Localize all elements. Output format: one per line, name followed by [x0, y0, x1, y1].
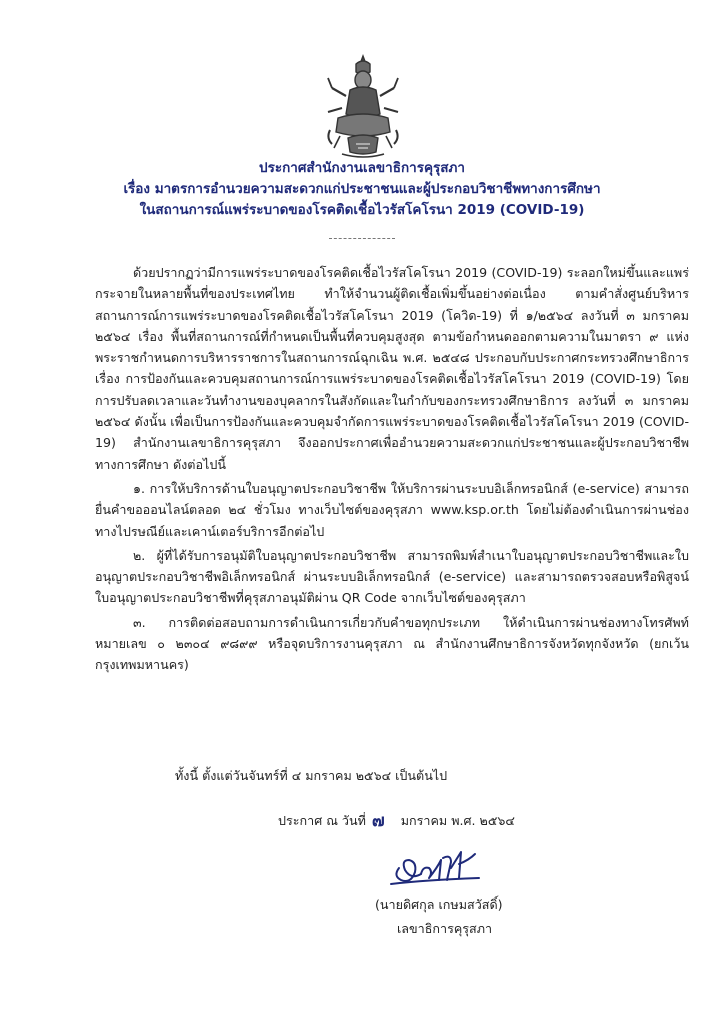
- measure-item-3: ๓. การติดต่อสอบถามการดำเนินการเกี่ยวกับคำขอทุกประเภท ให้ดำเนินการผ่านช่องทางโทรศัพท์หมายเลข ๐ ๒๓๐๔ ๙๘๙๙ หรือจุดบริการงานคุรุสภา ณ สำนักงานศึกษาธิการจังหวัดทุกจังหวัด (ยกเว้นกรุงเทพมหานคร): [95, 614, 689, 673]
- handwritten-signature-icon: [385, 838, 485, 892]
- signer-name: (นายดิศกุล เกษมสวัสดิ์): [375, 897, 503, 912]
- announcement-heading: ประกาศสำนักงานเลขาธิการคุรุสภา: [259, 160, 465, 176]
- announce-date-prefix: ประกาศ ณ วันที่: [278, 813, 366, 828]
- announcement-date: [278, 807, 515, 834]
- announce-month-year: มกราคม พ.ศ. ๒๕๖๔: [400, 813, 515, 828]
- announcement-subject: เรื่อง มาตรการอำนวยความสะดวกแก่ประชาชนและผู้ประกอบวิชาชีพทางการศึกษา: [123, 181, 601, 197]
- signer-title: เลขาธิการคุรุสภา: [397, 921, 493, 936]
- title-divider: [329, 238, 395, 239]
- measure-item-2: ๒. ผู้ที่ได้รับการอนุมัติใบอนุญาตประกอบวิชาชีพ สามารถพิมพ์สำเนาใบอนุญาตประกอบวิชาชีพและใบอนุญาตประกอบวิชาชีพอิเล็กทรอนิกส์ ผ่านระบบอิเล็กทรอนิกส์ (e-service) และสามารถตรวจสอบหรือพิสูจน์ใบอนุญาตประกอบวิชาชีพที่คุรุสภาอนุมัติผ่าน QR Code จากเว็บไซต์ของคุรุสภา: [95, 547, 689, 606]
- intro-paragraph: ด้วยปรากฏว่ามีการแพร่ระบาดของโรคติดเชื้อไวรัสโคโรนา 2019 (COVID-19) ระลอกใหม่ขึ้นและแพร่กระจายในหลายพื้นที่ของประเทศไทย ทำให้จำนวนผู้ติดเชื้อเพิ่มขึ้นอย่างต่อเนื่อง ตามคำสั่งศูนย์บริหารสถานการณ์การแพร่ระบาดของโรคติดเชื้อไวรัสโคโรนา 2019 (โควิด-19) ที่ ๑/๒๕๖๔ ลงวันที่ ๓ มกราคม ๒๕๖๔ เรื่อง พื้นที่สถานการณ์ที่กำหนดเป็นพื้นที่ควบคุมสูงสุด ตามข้อกำหนดออกตามความในมาตรา ๙ แห่งพระราชกำหนดการบริหารราชการในสถานการณ์ฉุกเฉิน พ.ศ. ๒๕๔๘ ประกอบกับประกาศกระทรวงศึกษาธิการ เรื่อง การป้องกันและควบคุมสถานการณ์การแพร่ระบาดของโรคติดเชื้อไวรัสโคโรนา 2019 (COVID-19) โดยการปรับลดเวลาและวันทำงานของบุคลากรในสังกัดและในกำกับของกระทรวงศึกษาธิการ ลงวันที่ ๓ มกราคม ๒๕๖๔ ดังนั้น เพื่อเป็นการป้องกันและควบคุมจำกัดการแพร่ระบาดของโรคติดเชื้อไวรัสโคโรนา 2019 (COVID-19) สำนักงานเลขาธิการคุรุสภา จึงออกประกาศเพื่ออำนวยความสะดวกแก่ประชาชนและผู้ประกอบวิชาชีพทางการศึกษา ดังต่อไปนี้: [95, 265, 689, 472]
- announce-day: ๗: [371, 811, 385, 831]
- announcement-subject-context: ในสถานการณ์แพร่ระบาดของโรคติดเชื้อไวรัสโคโรนา 2019 (COVID-19): [139, 202, 585, 218]
- announcement-body: [95, 262, 689, 676]
- khurusapha-emblem-icon: [320, 52, 406, 160]
- effective-date-statement: ทั้งนี้ ตั้งแต่วันจันทร์ที่ ๔ มกราคม ๒๕๖๔ เป็นต้นไป: [175, 768, 448, 783]
- measure-item-1: ๑. การให้บริการด้านใบอนุญาตประกอบวิชาชีพ ให้บริการผ่านระบบอิเล็กทรอนิกส์ (e-service) สามารถยื่นคำขอออนไลน์ตลอด ๒๔ ชั่วโมง ทางเว็บไซต์ของคุรุสภา www.ksp.or.th โดยไม่ต้องดำเนินการผ่านช่องทางไปรษณีย์และเคาน์เตอร์บริการอีกต่อไป: [95, 480, 689, 539]
